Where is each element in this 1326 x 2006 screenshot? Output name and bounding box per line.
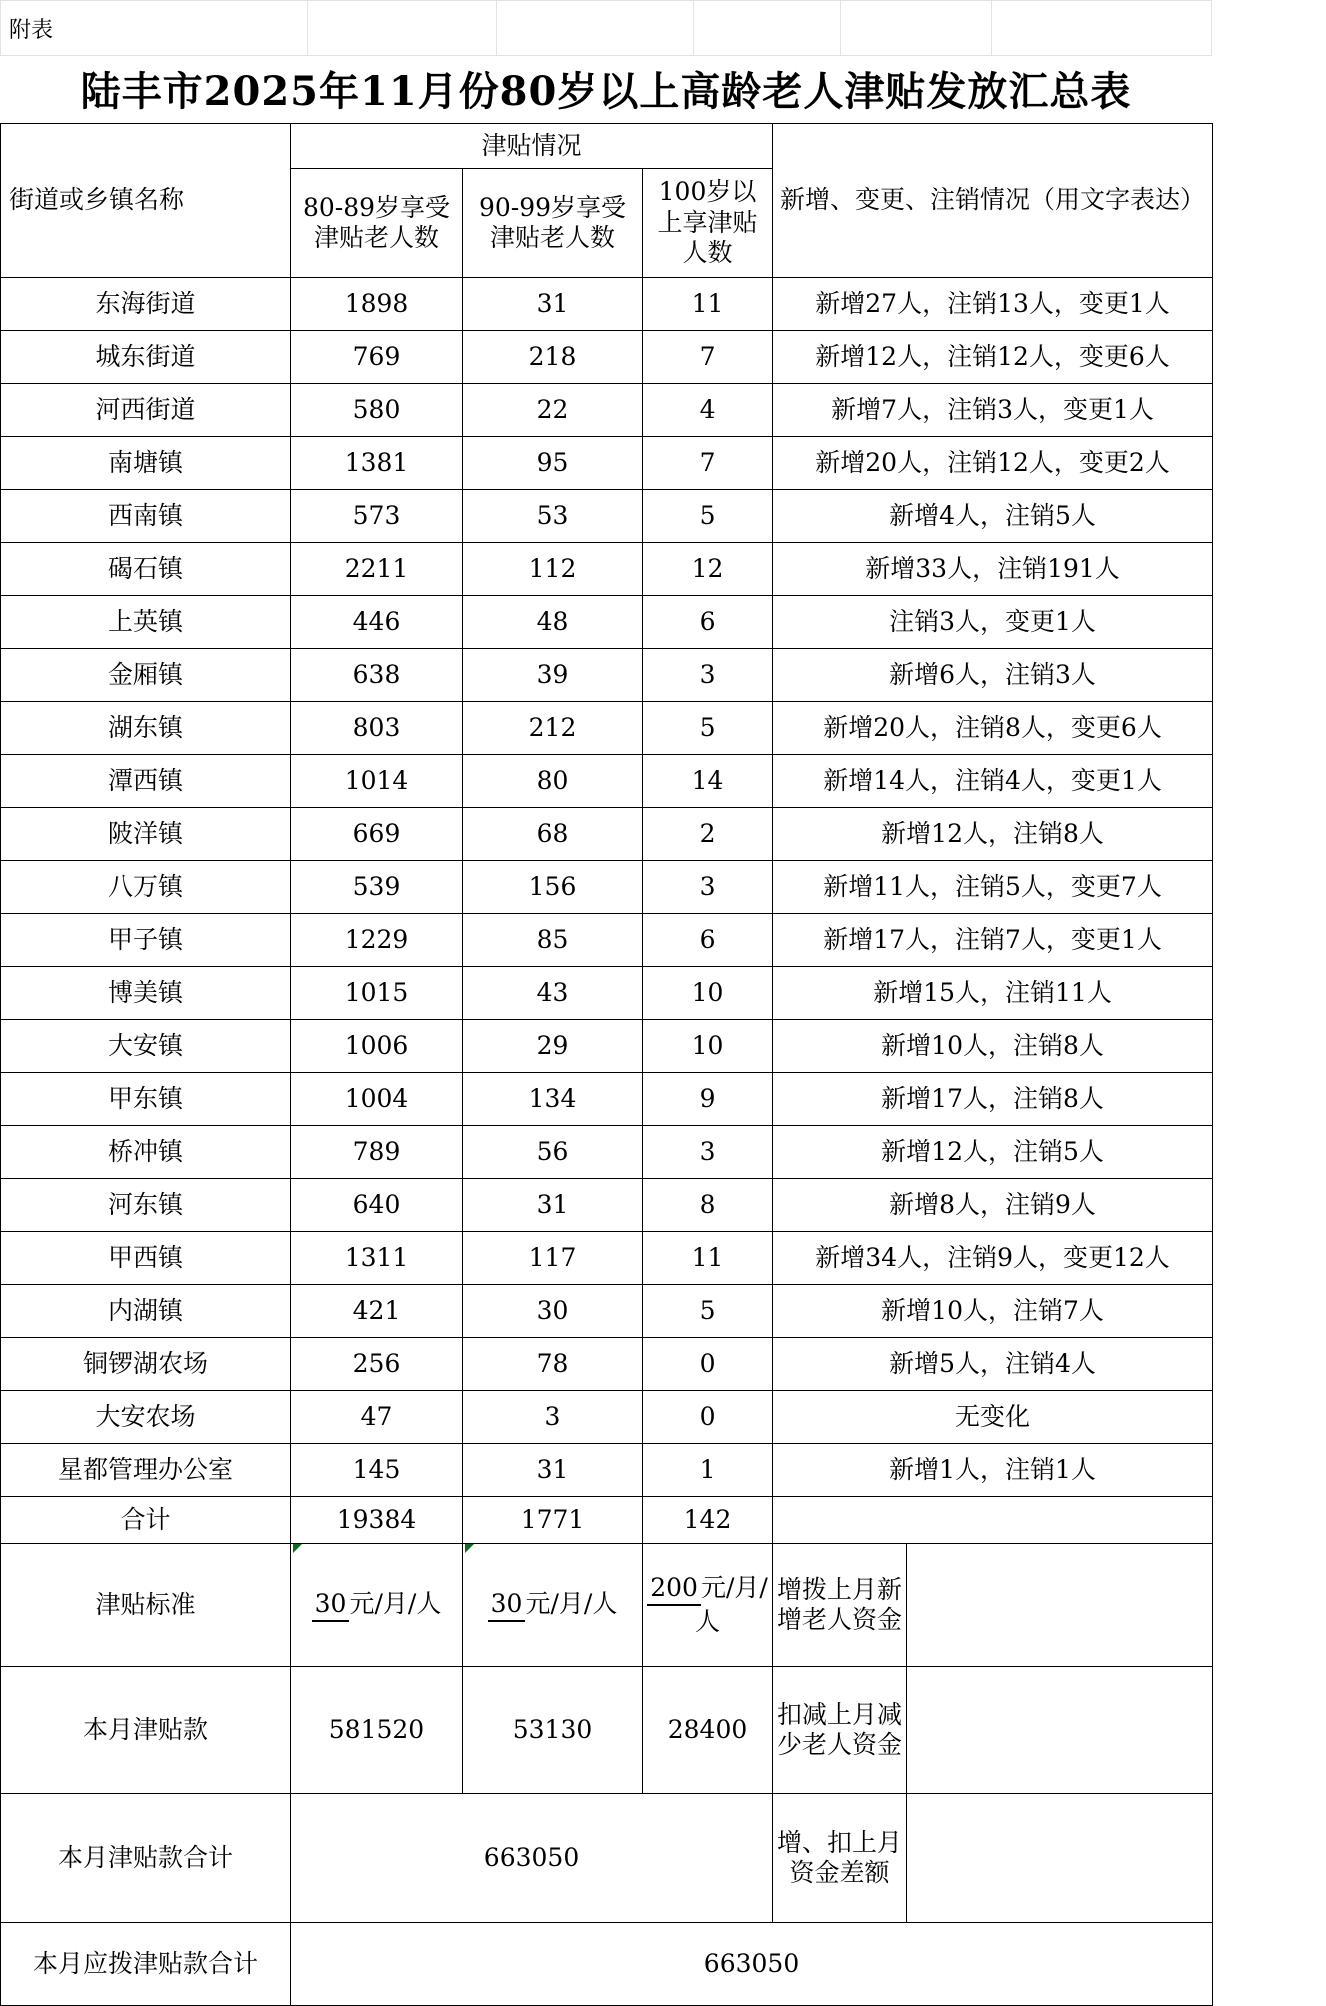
township-name: 河东镇 (1, 1179, 291, 1232)
change-note: 注销3人，变更1人 (773, 596, 1213, 649)
count-80-89: 539 (291, 861, 463, 914)
township-name: 甲东镇 (1, 1073, 291, 1126)
change-note: 新增5人，注销4人 (773, 1338, 1213, 1391)
count-90-99: 39 (463, 649, 643, 702)
table-row (1, 490, 1213, 543)
count-90-99: 43 (463, 967, 643, 1020)
table-row (1, 596, 1213, 649)
count-80-89: 1898 (291, 278, 463, 331)
extra-allocation-label: 增拨上月新增老人资金 (773, 1544, 907, 1667)
empty-grid-cell-1[interactable] (308, 1, 497, 56)
header-age-100-plus: 100岁以上享津贴人数 (643, 169, 773, 278)
township-name: 铜锣湖农场 (1, 1338, 291, 1391)
township-name: 甲西镇 (1, 1232, 291, 1285)
month-amount-100-plus: 28400 (643, 1667, 773, 1794)
attachment-label-row (0, 0, 1212, 56)
standard-80-89-unit: 元/月/人 (349, 1588, 442, 1618)
month-subsidy-total-label: 本月津贴款合计 (1, 1794, 291, 1923)
count-100-plus: 11 (643, 278, 773, 331)
count-100-plus: 6 (643, 596, 773, 649)
count-90-99: 30 (463, 1285, 643, 1338)
subsidy-summary-table (0, 123, 1213, 2006)
township-name: 甲子镇 (1, 914, 291, 967)
header-township-name: 街道或乡镇名称 (1, 124, 291, 278)
month-subsidy-total-value: 663050 (291, 1794, 773, 1923)
township-name: 桥冲镇 (1, 1126, 291, 1179)
count-80-89: 1004 (291, 1073, 463, 1126)
header-changes-notes: 新增、变更、注销情况（用文字表达） (773, 124, 1213, 278)
change-note: 新增8人，注销9人 (773, 1179, 1213, 1232)
count-100-plus: 0 (643, 1391, 773, 1444)
total-note (773, 1497, 1213, 1544)
township-name: 星都管理办公室 (1, 1444, 291, 1497)
count-80-89: 638 (291, 649, 463, 702)
header-age-80-89: 80-89岁享受津贴老人数 (291, 169, 463, 278)
table-row (1, 1126, 1213, 1179)
payable-total-row (1, 1923, 1213, 2006)
count-100-plus: 1 (643, 1444, 773, 1497)
count-90-99: 31 (463, 1179, 643, 1232)
township-name: 河西街道 (1, 384, 291, 437)
change-note: 新增17人，注销7人，变更1人 (773, 914, 1213, 967)
title-block (0, 56, 1212, 123)
count-80-89: 669 (291, 808, 463, 861)
standard-80-89-cell[interactable] (291, 1544, 463, 1667)
change-note: 新增12人，注销5人 (773, 1126, 1213, 1179)
township-name: 博美镇 (1, 967, 291, 1020)
total-label: 合计 (1, 1497, 291, 1544)
change-note: 新增17人，注销8人 (773, 1073, 1213, 1126)
count-80-89: 1015 (291, 967, 463, 1020)
count-90-99: 56 (463, 1126, 643, 1179)
month-subsidy-total-row (1, 1794, 1213, 1923)
count-100-plus: 4 (643, 384, 773, 437)
count-90-99: 29 (463, 1020, 643, 1073)
total-90-99: 1771 (463, 1497, 643, 1544)
standard-100-plus-value: 200 (647, 1572, 701, 1607)
table-row (1, 1020, 1213, 1073)
standard-90-99-value: 30 (488, 1588, 526, 1623)
count-100-plus: 6 (643, 914, 773, 967)
count-100-plus: 5 (643, 1285, 773, 1338)
township-name: 内湖镇 (1, 1285, 291, 1338)
count-80-89: 1229 (291, 914, 463, 967)
change-note: 新增11人，注销5人，变更7人 (773, 861, 1213, 914)
table-row (1, 967, 1213, 1020)
count-80-89: 1014 (291, 755, 463, 808)
table-row (1, 808, 1213, 861)
payable-total-value: 663050 (291, 1923, 1213, 2006)
count-90-99: 53 (463, 490, 643, 543)
comment-marker-icon (465, 1544, 474, 1553)
standard-100-plus-unit: 元/月/人 (695, 1572, 768, 1636)
count-100-plus: 10 (643, 1020, 773, 1073)
month-amount-90-99: 53130 (463, 1667, 643, 1794)
count-90-99: 112 (463, 543, 643, 596)
adjustment-difference-value[interactable] (907, 1794, 1213, 1923)
count-100-plus: 12 (643, 543, 773, 596)
count-100-plus: 10 (643, 967, 773, 1020)
count-80-89: 789 (291, 1126, 463, 1179)
change-note: 新增6人，注销3人 (773, 649, 1213, 702)
month-subsidy-row (1, 1667, 1213, 1794)
count-80-89: 580 (291, 384, 463, 437)
count-90-99: 48 (463, 596, 643, 649)
attachment-label-cell[interactable]: 附表 (1, 1, 308, 56)
count-90-99: 78 (463, 1338, 643, 1391)
count-80-89: 446 (291, 596, 463, 649)
count-100-plus: 3 (643, 649, 773, 702)
table-row (1, 543, 1213, 596)
count-100-plus: 7 (643, 437, 773, 490)
table-row (1, 1179, 1213, 1232)
change-note: 新增10人，注销7人 (773, 1285, 1213, 1338)
count-80-89: 803 (291, 702, 463, 755)
count-100-plus: 3 (643, 861, 773, 914)
count-80-89: 1311 (291, 1232, 463, 1285)
township-name: 大安农场 (1, 1391, 291, 1444)
header-age-90-99: 90-99岁享受津贴老人数 (463, 169, 643, 278)
empty-grid-cell-3[interactable] (694, 1, 841, 56)
deduction-label: 扣减上月减少老人资金 (773, 1667, 907, 1794)
table-row (1, 1391, 1213, 1444)
table-row (1, 914, 1213, 967)
header-subsidy-group: 津贴情况 (291, 124, 773, 169)
count-80-89: 1381 (291, 437, 463, 490)
deduction-value[interactable] (907, 1667, 1213, 1794)
count-90-99: 117 (463, 1232, 643, 1285)
count-100-plus: 7 (643, 331, 773, 384)
extra-allocation-value[interactable] (907, 1544, 1213, 1667)
count-90-99: 85 (463, 914, 643, 967)
table-row (1, 1444, 1213, 1497)
count-90-99: 95 (463, 437, 643, 490)
count-100-plus: 5 (643, 702, 773, 755)
table-row (1, 278, 1213, 331)
count-80-89: 1006 (291, 1020, 463, 1073)
empty-grid-cell-5[interactable] (992, 1, 1212, 56)
table-row (1, 861, 1213, 914)
township-name: 西南镇 (1, 490, 291, 543)
count-100-plus: 2 (643, 808, 773, 861)
adjustment-difference-label: 增、扣上月资金差额 (773, 1794, 907, 1923)
standard-80-89-value: 30 (312, 1588, 350, 1623)
count-90-99: 134 (463, 1073, 643, 1126)
table-row (1, 437, 1213, 490)
count-100-plus: 8 (643, 1179, 773, 1232)
table-header-row-1 (1, 124, 1213, 169)
count-90-99: 31 (463, 1444, 643, 1497)
township-name: 湖东镇 (1, 702, 291, 755)
township-name: 城东街道 (1, 331, 291, 384)
change-note: 新增12人，注销8人 (773, 808, 1213, 861)
township-name: 上英镇 (1, 596, 291, 649)
change-note: 新增27人，注销13人，变更1人 (773, 278, 1213, 331)
township-name: 东海街道 (1, 278, 291, 331)
total-80-89: 19384 (291, 1497, 463, 1544)
table-row (1, 331, 1213, 384)
table-row (1, 384, 1213, 437)
count-90-99: 156 (463, 861, 643, 914)
page-title: 陆丰市2025年11月份80岁以上高龄老人津贴发放汇总表 (80, 68, 1132, 115)
table-row (1, 1285, 1213, 1338)
count-90-99: 218 (463, 331, 643, 384)
count-80-89: 573 (291, 490, 463, 543)
table-row (1, 649, 1213, 702)
month-subsidy-label: 本月津贴款 (1, 1667, 291, 1794)
change-note: 新增33人，注销191人 (773, 543, 1213, 596)
count-100-plus: 9 (643, 1073, 773, 1126)
table-row (1, 702, 1213, 755)
change-note: 新增4人，注销5人 (773, 490, 1213, 543)
standard-100-plus-cell[interactable] (643, 1544, 773, 1667)
table-row (1, 1, 1212, 56)
payable-total-label: 本月应拨津贴款合计 (1, 1923, 291, 2006)
count-80-89: 2211 (291, 543, 463, 596)
count-100-plus: 5 (643, 490, 773, 543)
standard-90-99-cell[interactable] (463, 1544, 643, 1667)
change-note: 新增14人，注销4人，变更1人 (773, 755, 1213, 808)
count-80-89: 769 (291, 331, 463, 384)
count-90-99: 80 (463, 755, 643, 808)
comment-marker-icon (293, 1544, 302, 1553)
township-name: 潭西镇 (1, 755, 291, 808)
count-90-99: 22 (463, 384, 643, 437)
township-name: 碣石镇 (1, 543, 291, 596)
table-row (1, 1338, 1213, 1391)
empty-grid-cell-2[interactable] (497, 1, 694, 56)
count-90-99: 212 (463, 702, 643, 755)
table-row (1, 1073, 1213, 1126)
change-note: 无变化 (773, 1391, 1213, 1444)
table-row (1, 755, 1213, 808)
count-80-89: 421 (291, 1285, 463, 1338)
total-row (1, 1497, 1213, 1544)
subsidy-standard-label: 津贴标准 (1, 1544, 291, 1667)
change-note: 新增15人，注销11人 (773, 967, 1213, 1020)
count-100-plus: 14 (643, 755, 773, 808)
township-name: 八万镇 (1, 861, 291, 914)
month-amount-80-89: 581520 (291, 1667, 463, 1794)
township-name: 大安镇 (1, 1020, 291, 1073)
count-90-99: 31 (463, 278, 643, 331)
change-note: 新增12人，注销12人，变更6人 (773, 331, 1213, 384)
change-note: 新增34人，注销9人，变更12人 (773, 1232, 1213, 1285)
count-100-plus: 3 (643, 1126, 773, 1179)
count-100-plus: 11 (643, 1232, 773, 1285)
count-80-89: 47 (291, 1391, 463, 1444)
change-note: 新增1人，注销1人 (773, 1444, 1213, 1497)
empty-grid-cell-4[interactable] (841, 1, 992, 56)
change-note: 新增10人，注销8人 (773, 1020, 1213, 1073)
township-name: 南塘镇 (1, 437, 291, 490)
count-80-89: 145 (291, 1444, 463, 1497)
change-note: 新增20人，注销12人，变更2人 (773, 437, 1213, 490)
total-100-plus: 142 (643, 1497, 773, 1544)
township-name: 金厢镇 (1, 649, 291, 702)
change-note: 新增20人，注销8人，变更6人 (773, 702, 1213, 755)
table-row (1, 1232, 1213, 1285)
count-80-89: 640 (291, 1179, 463, 1232)
count-90-99: 68 (463, 808, 643, 861)
subsidy-standard-row (1, 1544, 1213, 1667)
standard-90-99-unit: 元/月/人 (525, 1588, 618, 1618)
count-80-89: 256 (291, 1338, 463, 1391)
count-100-plus: 0 (643, 1338, 773, 1391)
change-note: 新增7人，注销3人，变更1人 (773, 384, 1213, 437)
count-90-99: 3 (463, 1391, 643, 1444)
township-name: 陂洋镇 (1, 808, 291, 861)
